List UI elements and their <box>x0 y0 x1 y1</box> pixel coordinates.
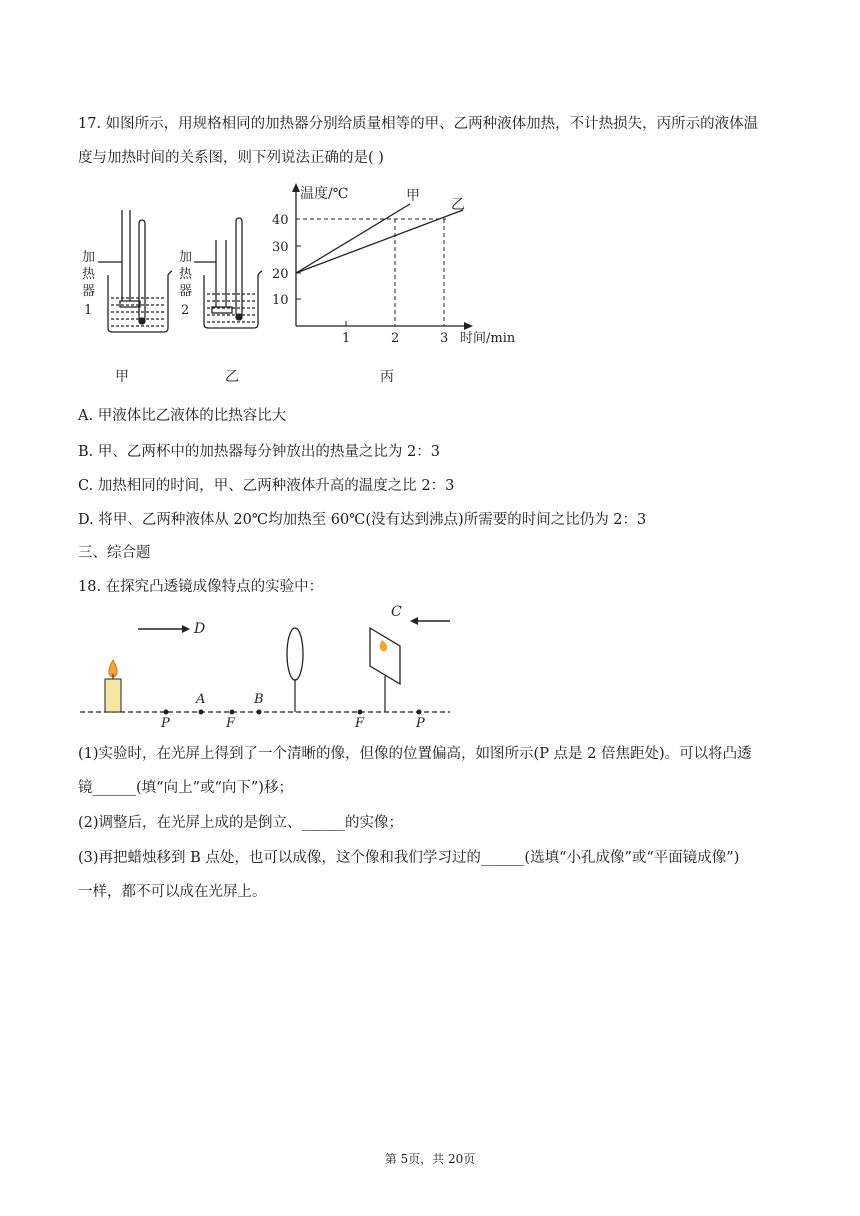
q17-stem-line2: 度与加热时间的关系图，则下列说法正确的是( ) <box>78 150 384 166</box>
svg-text:2: 2 <box>181 303 190 318</box>
beaker-2-side-label <box>179 249 193 318</box>
y-tick-40: 40 <box>272 213 289 228</box>
q17-figure <box>78 180 538 390</box>
line-yi <box>296 210 463 273</box>
q18-sub1-line2: 镜______(填“向上”或“向下”)移； <box>78 780 293 796</box>
y-tick-20: 20 <box>272 267 289 282</box>
svg-text:器: 器 <box>179 284 193 299</box>
svg-text:1: 1 <box>84 303 93 318</box>
q18-sub1-line1: (1)实验时，在光屏上得到了一个清晰的像，但像的位置偏高，如图所示(P 点是 2 倍焦距处)。可以将凸透 <box>78 746 752 762</box>
svg-text:加: 加 <box>179 250 193 265</box>
beaker-2 <box>194 218 262 328</box>
y-tick-10: 10 <box>272 293 289 308</box>
label-f-left: F <box>226 716 236 731</box>
label-p-left: P <box>161 716 170 731</box>
section-3-title: 三、综合题 <box>78 545 151 561</box>
label-b: B <box>254 692 264 707</box>
label-c: C <box>391 604 402 620</box>
q17-stem-line1: 17. 如图所示，用规格相同的加热器分别给质量相等的甲、乙两种液体加热，不计热损失，丙所示的液体温 <box>78 116 759 132</box>
svg-text:热: 热 <box>82 267 96 282</box>
q17-option-b: B. 甲、乙两杯中的加热器每分钟放出的热量之比为 2：3 <box>78 444 440 460</box>
candle <box>105 660 121 712</box>
y-tick-30: 30 <box>272 240 289 255</box>
page-footer: 第 5页，共 20页 <box>384 1152 476 1166</box>
convex-lens <box>287 628 303 712</box>
line-jia-label: 甲 <box>406 188 420 204</box>
light-screen <box>370 628 400 712</box>
label-a: A <box>196 692 206 707</box>
q17-option-d: D. 将甲、乙两种液体从 20℃均加热至 60℃(没有达到沸点)所需要的时间之比仍为 2：3 <box>78 512 647 528</box>
caption-yi: 乙 <box>225 369 239 385</box>
beaker-1-side-label <box>82 249 96 318</box>
label-d: D <box>194 621 206 637</box>
q18-sub3-line1: (3)再把蜡烛移到 B 点处，也可以成像，这个像和我们学习过的______(选填“小孔成像”或“平面镜成像”) <box>78 850 740 866</box>
label-p-right: P <box>416 716 425 731</box>
caption-jia: 甲 <box>115 369 129 385</box>
x-tick-2: 2 <box>391 331 400 346</box>
temperature-graph <box>272 183 516 346</box>
svg-text:加: 加 <box>82 250 96 265</box>
q17-option-a: A. 甲液体比乙液体的比热容比大 <box>78 408 287 424</box>
graph-xlabel: 时间/min <box>460 331 516 346</box>
beaker-1 <box>98 210 172 332</box>
label-f-right: F <box>355 716 365 731</box>
q18-sub2: (2)调整后，在光屏上成的是倒立、______的实像； <box>78 815 404 831</box>
x-tick-1: 1 <box>342 331 351 346</box>
line-yi-label: 乙 <box>451 197 465 213</box>
x-tick-3: 3 <box>440 331 449 346</box>
caption-bing: 丙 <box>380 369 394 385</box>
svg-text:热: 热 <box>179 267 193 282</box>
svg-text:器: 器 <box>82 284 96 299</box>
q18-sub3-line2: 一样，都不可以成在光屏上。 <box>78 884 267 900</box>
q17-option-c: C. 加热相同的时间，甲、乙两种液体升高的温度之比 2：3 <box>78 478 455 494</box>
q18-stem: 18. 在探究凸透镜成像特点的实验中： <box>78 579 324 595</box>
q18-figure <box>78 598 458 733</box>
line-jia <box>296 204 410 273</box>
graph-ylabel: 温度/℃ <box>300 186 349 202</box>
